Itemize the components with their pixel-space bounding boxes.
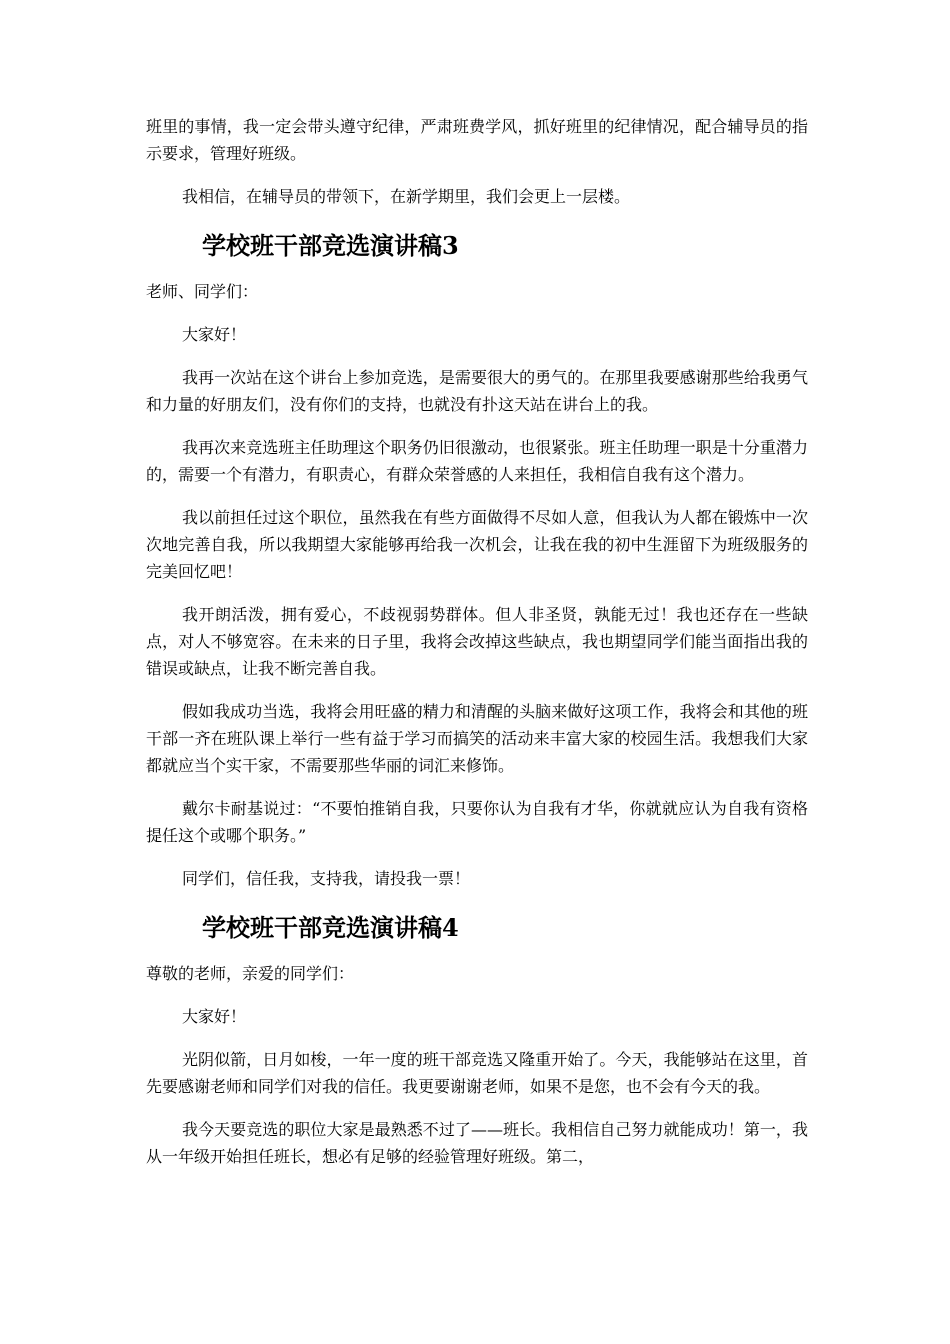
document-page [146, 113, 808, 1186]
paragraph: 大家好！ [182, 325, 247, 344]
paragraph: 大家好！ [182, 1007, 247, 1026]
section-heading: 学校班干部竞选演讲稿4 [202, 913, 459, 942]
paragraph: 我开朗活泼，拥有爱心，不歧视弱势群体。但人非圣贤，孰能无过！我也还存在一些缺点，对人不够宽容。在未来的日子里，我将会改掉这些缺点，我也期望同学们能当面指出我的错误或缺点，让我不断完善自我。 [146, 605, 808, 678]
salutation: 尊敬的老师，亲爱的同学们： [146, 964, 355, 983]
salutation: 老师、同学们： [146, 282, 259, 301]
paragraph: 我今天要竞选的职位大家是最熟悉不过了——班长。我相信自己努力就能成功！第一，我从一年级开始担任班长，想必有足够的经验管理好班级。第二， [146, 1120, 808, 1166]
paragraph: 我再一次站在这个讲台上参加竞选，是需要很大的勇气的。在那里我要感谢那些给我勇气和力量的好朋友们，没有你们的支持，也就没有扑这天站在讲台上的我。 [146, 368, 808, 414]
paragraph: 同学们，信任我，支持我，请投我一票！ [182, 869, 471, 888]
section-heading: 学校班干部竞选演讲稿3 [202, 231, 459, 260]
paragraph: 戴尔卡耐基说过：“不要怕推销自我，只要你认为自我有才华，你就就应认为自我有资格提任这个或哪个职务。” [146, 799, 808, 845]
paragraph: 班里的事情，我一定会带头遵守纪律，严肃班费学风，抓好班里的纪律情况，配合辅导员的指示要求，管理好班级。 [146, 117, 808, 163]
paragraph: 我再次来竞选班主任助理这个职务仍旧很激动，也很紧张。班主任助理一职是十分重潜力的，需要一个有潜力，有职责心，有群众荣誉感的人来担任，我相信自我有这个潜力。 [146, 438, 808, 484]
paragraph: 我相信，在辅导员的带领下，在新学期里，我们会更上一层楼。 [182, 187, 631, 206]
paragraph: 我以前担任过这个职位，虽然我在有些方面做得不尽如人意，但我认为人都在锻炼中一次次地完善自我，所以我期望大家能够再给我一次机会，让我在我的初中生涯留下为班级服务的完美回忆吧！ [146, 508, 808, 581]
paragraph: 光阴似箭，日月如梭，一年一度的班干部竞选又隆重开始了。今天，我能够站在这里，首先要感谢老师和同学们对我的信任。我更要谢谢老师，如果不是您，也不会有今天的我。 [146, 1050, 808, 1096]
paragraph: 假如我成功当选，我将会用旺盛的精力和清醒的头脑来做好这项工作，我将会和其他的班干部一齐在班队课上举行一些有益于学习而搞笑的活动来丰富大家的校园生活。我想我们大家都就应当个实干家，不需要那些华丽的词汇来修饰。 [146, 702, 808, 775]
